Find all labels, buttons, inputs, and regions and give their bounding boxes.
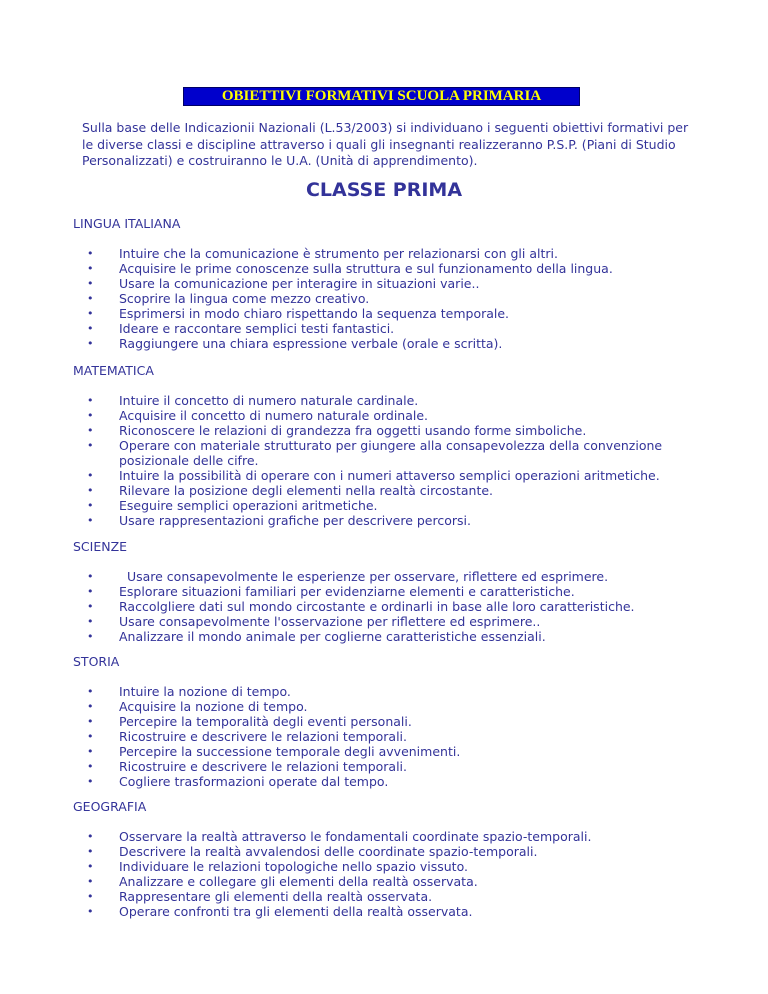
item-text: Osservare la realtà attraverso le fondamentali coordinate spazio-temporali. — [119, 829, 592, 844]
item-text: Operare con materiale strutturato per giungere alla consapevolezza della convenzione posizionale delle cifre. — [119, 438, 663, 468]
bullet-icon: • — [87, 247, 94, 260]
section-storia — [73, 654, 713, 789]
section-geografia — [73, 799, 713, 919]
bullet-icon: • — [87, 292, 94, 305]
bullet-icon: • — [87, 600, 94, 613]
bullet-icon: • — [87, 499, 94, 512]
section-heading: STORIA — [73, 654, 120, 669]
bullet-icon: • — [87, 700, 94, 713]
list-item — [73, 276, 713, 291]
intro-paragraph: Sulla base delle Indicazionii Nazionali (L.53/2003) si individuano i seguenti obiettivi formativi per le diverse classi e discipline attraverso i quali gli insegnanti realizzeranno P.S.P. (Piani di Studio Personalizzati) e costruiranno le U.A. (Unità di apprendimento). — [82, 120, 689, 168]
item-text: Descrivere la realtà avvalendosi delle coordinate spazio-temporali. — [119, 844, 538, 859]
section-heading: LINGUA ITALIANA — [73, 216, 181, 231]
list-item — [73, 904, 713, 919]
list-item — [73, 306, 713, 321]
bullet-icon: • — [87, 337, 94, 350]
bullet-icon: • — [87, 570, 94, 583]
item-text: Ricostruire e descrivere le relazioni temporali. — [119, 729, 408, 744]
bullet-icon: • — [87, 469, 94, 482]
bullet-icon: • — [87, 585, 94, 598]
item-text: Acquisire il concetto di numero naturale ordinale. — [119, 408, 429, 423]
list-item — [73, 468, 713, 483]
item-text: Riconoscere le relazioni di grandezza fra oggetti usando forme simboliche. — [119, 423, 587, 438]
list-item — [73, 498, 713, 513]
item-text: Cogliere trasformazioni operate dal tempo. — [119, 774, 389, 789]
list-item — [73, 513, 713, 528]
section-heading: MATEMATICA — [73, 363, 154, 378]
document-title: OBIETTIVI FORMATIVI SCUOLA PRIMARIA — [183, 87, 580, 106]
item-text: Analizzare il mondo animale per coglierne caratteristiche essenziali. — [119, 629, 546, 644]
bullet-icon: • — [87, 775, 94, 788]
bullet-icon: • — [87, 715, 94, 728]
list-item — [73, 246, 713, 261]
list-item — [73, 699, 713, 714]
list-item — [73, 859, 713, 874]
list-item — [73, 629, 713, 644]
bullet-icon: • — [87, 484, 94, 497]
item-text: Operare confronti tra gli elementi della realtà osservata. — [119, 904, 473, 919]
bullet-icon: • — [87, 322, 94, 335]
bullet-icon: • — [87, 830, 94, 843]
list-item — [73, 889, 713, 904]
item-text: Intuire che la comunicazione è strumento per relazionarsi con gli altri. — [119, 246, 558, 261]
list-item — [73, 829, 713, 844]
bullet-icon: • — [87, 439, 94, 452]
bullet-icon: • — [87, 845, 94, 858]
item-text: Individuare le relazioni topologiche nello spazio vissuto. — [119, 859, 468, 874]
section-scienze — [73, 539, 713, 644]
list-item — [73, 291, 713, 306]
list-item — [73, 874, 713, 889]
item-text: Intuire la possibilità di operare con i numeri attaverso semplici operazioni aritmetiche. — [119, 468, 660, 483]
section-lingua-italiana — [73, 216, 713, 351]
section-heading: SCIENZE — [73, 539, 128, 554]
bullet-icon: • — [87, 307, 94, 320]
bullet-icon: • — [87, 875, 94, 888]
item-text: Esprimersi in modo chiaro rispettando la sequenza temporale. — [119, 306, 510, 321]
item-text: Raggiungere una chiara espressione verbale (orale e scritta). — [119, 336, 503, 351]
item-text: Usare rappresentazioni grafiche per descrivere percorsi. — [119, 513, 471, 528]
bullet-icon: • — [87, 615, 94, 628]
objectives-list — [73, 684, 713, 789]
class-heading: CLASSE PRIMA — [305, 179, 463, 201]
list-item — [73, 321, 713, 336]
item-text: Usare consapevolmente l'osservazione per riflettere ed esprimere.. — [119, 614, 541, 629]
item-text: Usare consapevolmente le esperienze per osservare, riflettere ed esprimere. — [119, 569, 609, 584]
item-text: Percepire la successione temporale degli avvenimenti. — [119, 744, 461, 759]
list-item — [73, 684, 713, 699]
bullet-icon: • — [87, 890, 94, 903]
objectives-list — [73, 829, 713, 919]
bullet-icon: • — [87, 424, 94, 437]
bullet-icon: • — [87, 277, 94, 290]
item-text: Ideare e raccontare semplici testi fantastici. — [119, 321, 395, 336]
bullet-icon: • — [87, 409, 94, 422]
item-text: Intuire la nozione di tempo. — [119, 684, 291, 699]
list-item — [73, 614, 713, 629]
item-text: Usare la comunicazione per interagire in situazioni varie.. — [119, 276, 480, 291]
list-item — [73, 759, 713, 774]
item-text: Intuire il concetto di numero naturale cardinale. — [119, 393, 419, 408]
bullet-icon: • — [87, 630, 94, 643]
list-item — [73, 408, 713, 423]
bullet-icon: • — [87, 685, 94, 698]
list-item — [73, 714, 713, 729]
list-item — [73, 423, 713, 438]
item-text: Rilevare la posizione degli elementi nella realtà circostante. — [119, 483, 494, 498]
objectives-list — [73, 569, 713, 644]
item-text: Rappresentare gli elementi della realtà osservata. — [119, 889, 433, 904]
item-text: Ricostruire e descrivere le relazioni temporali. — [119, 759, 408, 774]
section-heading: GEOGRAFIA — [73, 799, 147, 814]
list-item — [73, 599, 713, 614]
list-item — [73, 584, 713, 599]
list-item — [73, 393, 713, 408]
bullet-icon: • — [87, 905, 94, 918]
list-item — [73, 569, 713, 584]
list-item — [73, 483, 713, 498]
list-item — [73, 336, 713, 351]
bullet-icon: • — [87, 514, 94, 527]
list-item — [73, 438, 713, 468]
item-text: Esplorare situazioni familiari per evidenziarne elementi e caratteristiche. — [119, 584, 575, 599]
section-matematica — [73, 363, 713, 528]
item-text: Acquisire le prime conoscenze sulla struttura e sul funzionamento della lingua. — [119, 261, 613, 276]
item-text: Acquisire la nozione di tempo. — [119, 699, 308, 714]
item-text: Percepire la temporalità degli eventi personali. — [119, 714, 412, 729]
item-text: Raccolgliere dati sul mondo circostante e ordinarli in base alle loro caratteristiche. — [119, 599, 635, 614]
bullet-icon: • — [87, 730, 94, 743]
objectives-list — [73, 246, 713, 351]
bullet-icon: • — [87, 860, 94, 873]
item-text: Eseguire semplici operazioni aritmetiche. — [119, 498, 378, 513]
item-text: Scoprire la lingua come mezzo creativo. — [119, 291, 370, 306]
item-text: Analizzare e collegare gli elementi della realtà osservata. — [119, 874, 478, 889]
list-item — [73, 744, 713, 759]
bullet-icon: • — [87, 745, 94, 758]
list-item — [73, 774, 713, 789]
bullet-icon: • — [87, 394, 94, 407]
bullet-icon: • — [87, 760, 94, 773]
bullet-icon: • — [87, 262, 94, 275]
objectives-list — [73, 393, 713, 528]
list-item — [73, 729, 713, 744]
list-item — [73, 261, 713, 276]
list-item — [73, 844, 713, 859]
